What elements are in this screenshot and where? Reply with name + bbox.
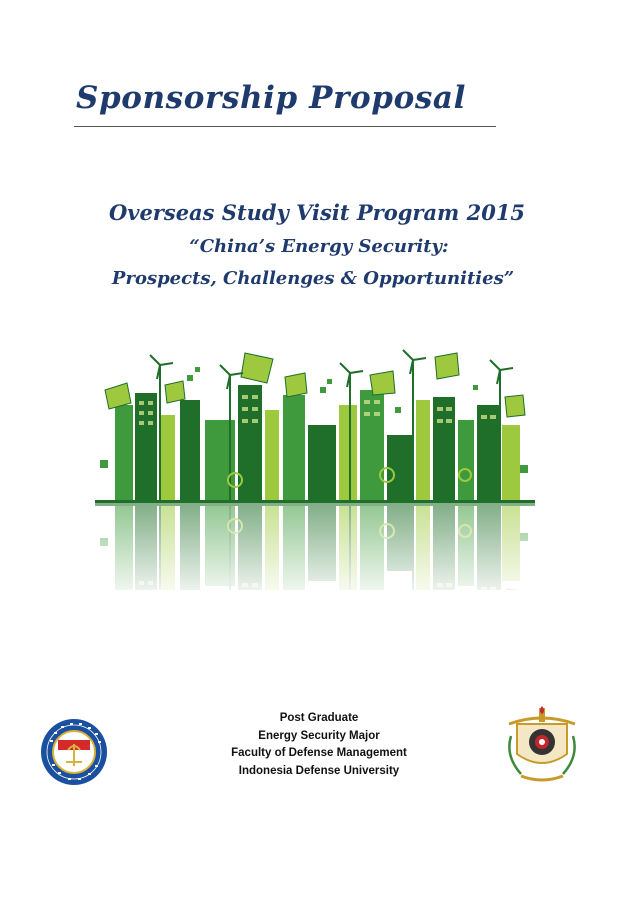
theme-line-1: “China’s Energy Security: bbox=[189, 236, 449, 257]
theme-line-2: Prospects, Challenges & Opportunities” bbox=[111, 268, 515, 289]
institution-university: Indonesia Defense University bbox=[238, 764, 400, 777]
ministry-of-defense-seal-icon bbox=[40, 718, 108, 786]
title-underline bbox=[74, 126, 496, 127]
document-title: Sponsorship Proposal bbox=[76, 80, 466, 116]
institution-level: Post Graduate bbox=[279, 712, 359, 724]
green-city-icon bbox=[95, 345, 535, 590]
program-name: Overseas Study Visit Program 2015 bbox=[108, 200, 526, 225]
defense-university-crest-icon bbox=[503, 706, 581, 786]
institution-faculty: Faculty of Defense Management bbox=[231, 747, 407, 759]
institution-major: Energy Security Major bbox=[258, 729, 380, 742]
